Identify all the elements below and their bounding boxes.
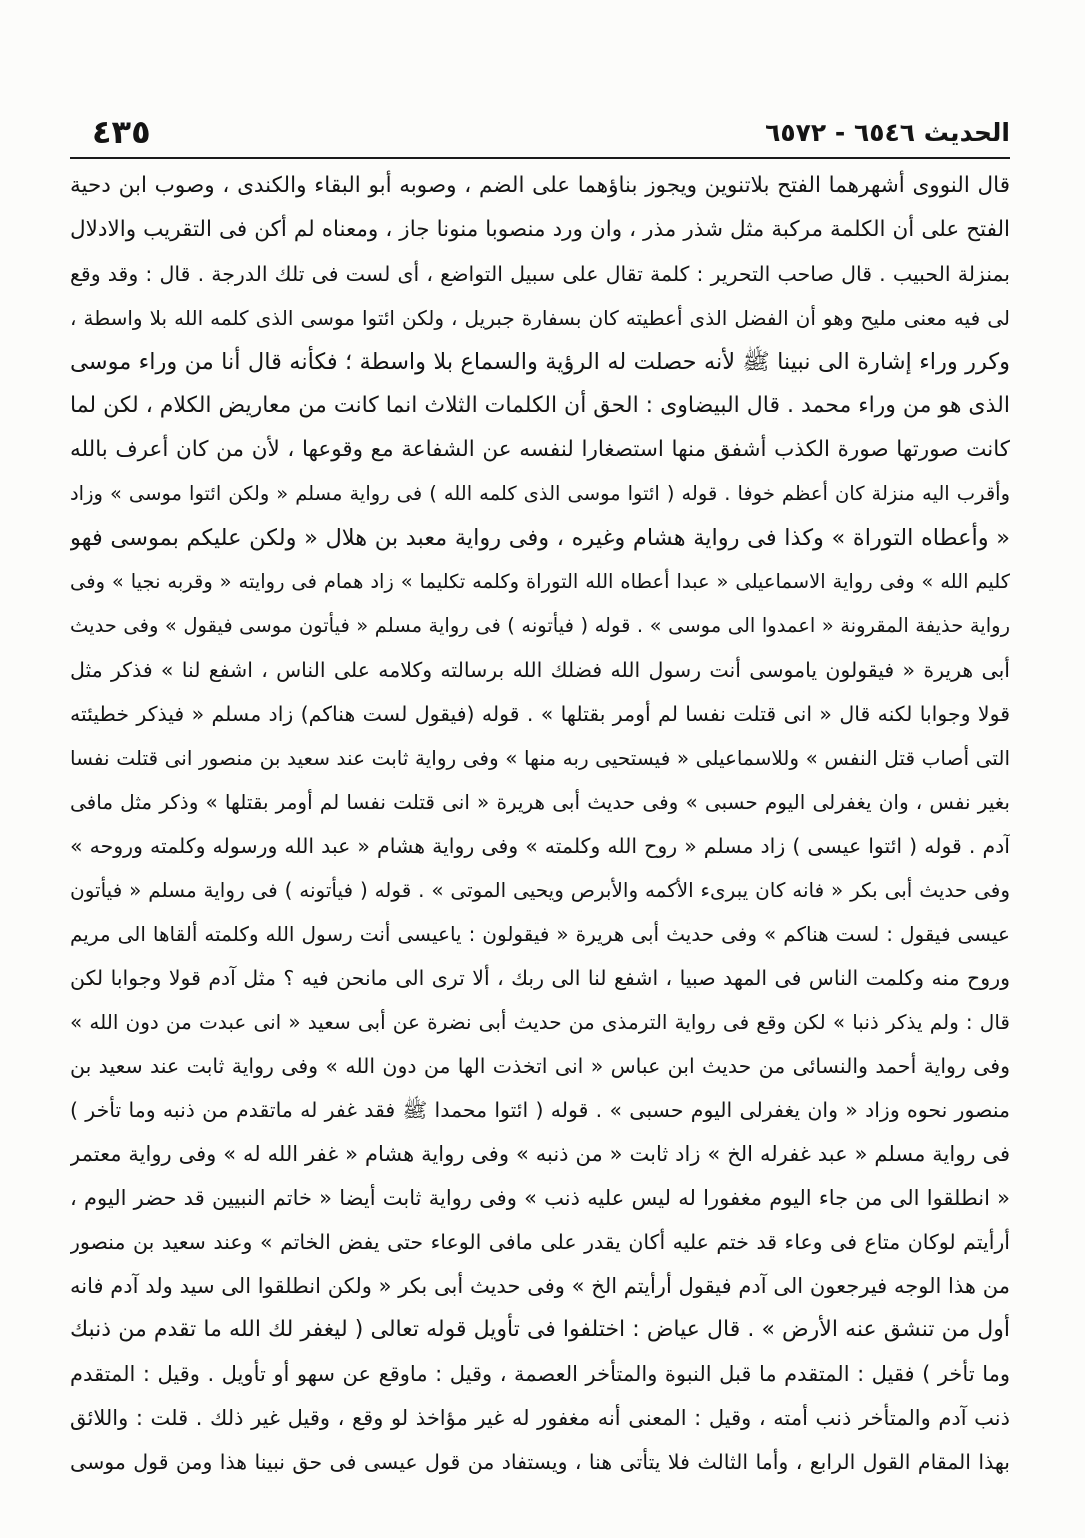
text-line: رواية حذيفة المقرونة « اعمدوا الى موسى » . قوله ( فيأتونه ) فى رواية مسلم « فيأتون موسى فيقول » وفى حديث — [70, 614, 1010, 637]
text-line: « وأعطاه التوراة » وكذا فى رواية هشام وغيره ، وفى رواية معبد بن هلال « ولكن عليكم بموسى فهو — [70, 525, 1010, 551]
text-line: عيسى فيقول : لست هناكم » وفى حديث أبى هريرة « فيقولون : ياعيسى أنت رسول الله وكلمته ألقاها الى مريم — [70, 922, 1010, 946]
text-line: قال : ولم يذكر ذنبا » لكن وقع فى رواية الترمذى من حديث أبى نضرة عن أبى سعيد « انى عبدت من دون الله » — [70, 1010, 1010, 1034]
text-line: قال النووى أشهرهما الفتح بلاتنوين ويجوز بناؤهما على الضم ، وصوبه أبو البقاء والكندى ، وصوب ابن دحية — [70, 173, 1010, 198]
text-line: لى فيه معنى مليح وهو أن الفضل الذى أعطيته كان بسفارة جبريل ، ولكن ائتوا موسى الذى كلمه الله بلا واسطة ، — [70, 306, 1010, 330]
text-line: وكرر وراء إشارة الى نبينا ﷺ لأنه حصلت له الرؤية والسماع بلا واسطة ؛ فكأنه قال أنا من وراء موسى — [70, 349, 1010, 375]
text-line: بغير نفس ، وان يغفرلى اليوم حسبى » وفى حديث أبى هريرة « انى قتلت نفسا لم أومر بقتلها » وذكر مثل مافى — [70, 790, 1010, 814]
text-line: بهذا المقام القول الرابع ، وأما الثالث فلا يتأتى هنا ، ويستفاد من قول عيسى فى حق نبينا هذا ومن قول موسى — [70, 1450, 1010, 1474]
text-line: وأقرب اليه منزلة كان أعظم خوفا . قوله ( ائتوا موسى الذى كلمه الله ) فى رواية مسلم « ولكن ائتوا موسى » وزاد — [70, 482, 1010, 505]
text-line: قولا وجوابا لكنه قال « انى قتلت نفسا لم أومر بقتلها » . قوله (فيقول لست هناكم) زاد مسلم « فيذكر خطيئته — [70, 702, 1010, 726]
hadith-range-title: الحديث ٦٥٤٦ - ٦٥٧٢ — [765, 117, 1010, 147]
text-line: وما تأخر ) فقيل : المتقدم ما قبل النبوة والمتأخر العصمة ، وقيل : ماوقع عن سهو أو تأويل . وقيل : المتقدم — [70, 1362, 1010, 1386]
text-line: كانت صورتها صورة الكذب أشفق منها استصغارا لنفسه عن الشفاعة مع وقوعها ، لأن من كان أعرف بالله — [70, 437, 1010, 462]
text-line: أبى هريرة « فيقولون ياموسى أنت رسول الله فضلك الله برسالته وكلامه على الناس ، اشفع لنا » فذكر مثل — [70, 658, 1010, 682]
text-line: من هذا الوجه فيرجعون الى آدم فيقول أرأيتم الخ » وفى حديث أبى بكر « ولكن انطلقوا الى سيد ولد آدم فانه — [70, 1274, 1010, 1298]
text-line: أرأيتم لوكان متاع فى وعاء قد ختم عليه أكان يقدر على مافى الوعاء حتى يفض الخاتم » وعند سعيد بن منصور — [70, 1230, 1010, 1254]
text-line: أول من تنشق عنه الأرض » . قال عياض : اختلفوا فى تأويل قوله تعالى ( ليغفر لك الله ما تقدم من ذنبك — [70, 1317, 1010, 1342]
text-line: وفى رواية أحمد والنسائى من حديث ابن عباس « انى اتخذت الها من دون الله » وفى رواية ثابت عند سعيد بن — [70, 1054, 1010, 1078]
running-header — [70, 110, 1010, 154]
text-line: الفتح على أن الكلمة مركبة مثل شذر مذر ، وان ورد منصوبا منونا جاز ، ومعناه لم أكن فى التقريب والادلال — [70, 217, 1010, 242]
text-line: وفى حديث أبى بكر « فانه كان يبرىء الأكمه والأبرص ويحيى الموتى » . قوله ( فيأتونه ) فى رواية مسلم « فيأتون — [70, 878, 1010, 902]
text-line: منصور نحوه وزاد « وان يغفرلى اليوم حسبى » . قوله ( ائتوا محمدا ﷺ فقد غفر له ماتقدم من ذنبه وما تأخر ) — [70, 1098, 1010, 1122]
text-line: الذى هو من وراء محمد . قال البيضاوى : الحق أن الكلمات الثلاث انما كانت من معاريض الكلام ، لكن لما — [70, 393, 1010, 418]
text-line: ذنب آدم والمتأخر ذنب أمته ، وقيل : المعنى أنه مغفور له غير مؤاخذ لو وقع ، وقيل غير ذلك . قلت : واللائق — [70, 1406, 1010, 1430]
text-line: التى أصاب قتل النفس » وللاسماعيلى « فيستحيى ربه منها » وفى رواية ثابت عند سعيد بن منصور انى قتلت نفسا — [70, 746, 1010, 770]
header-rule — [70, 157, 1010, 159]
page-number: ٤٣٥ — [92, 113, 151, 151]
text-line: فى رواية مسلم « عبد غفرله الخ » زاد ثابت « من ذنبه » وفى رواية هشام « غفر الله له » وفى رواية معتمر — [70, 1142, 1010, 1166]
text-line: وروح منه وكلمت الناس فى المهد صبيا ، اشفع لنا الى ربك ، ألا ترى الى مانحن فيه ؟ مثل آدم قولا وجوابا لكن — [70, 966, 1010, 990]
body-text — [70, 164, 1010, 1494]
text-line: كليم الله » وفى رواية الاسماعيلى « عبدا أعطاه الله التوراة وكلمه تكليما » زاد همام فى روايته « وقربه نجيا » وفى — [70, 570, 1010, 593]
text-line: بمنزلة الحبيب . قال صاحب التحرير : كلمة تقال على سبيل التواضع ، أى لست فى تلك الدرجة . قال : وقد وقع — [70, 262, 1010, 286]
text-line: آدم . قوله ( ائتوا عيسى ) زاد مسلم « روح الله وكلمته » وفى رواية هشام « عبد الله ورسوله وكلمته وروحه » — [70, 834, 1010, 858]
text-line: « انطلقوا الى من جاء اليوم مغفورا له ليس عليه ذنب » وفى رواية ثابت أيضا « خاتم النبيين قد حضر اليوم ، — [70, 1186, 1010, 1210]
